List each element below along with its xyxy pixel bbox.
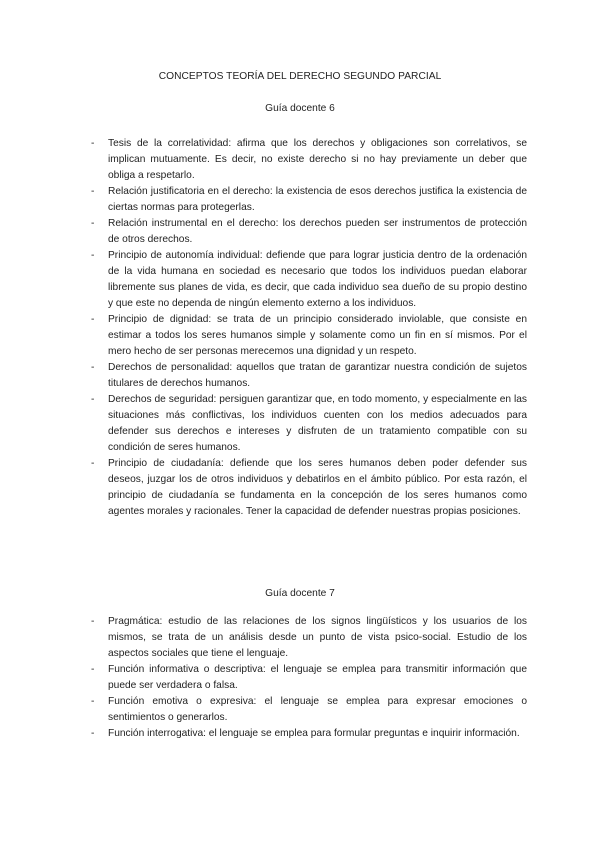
list-item [91, 248, 527, 312]
bullet-dash: - [91, 138, 95, 149]
bullet-dash: - [91, 696, 95, 707]
bullet-dash: - [91, 186, 95, 197]
list-item [91, 216, 527, 248]
bullet-dash: - [91, 458, 95, 469]
list-item-text: Principio de ciudadanía: defiende que los seres humanos deben poder defender sus deseos, juzgar los de otros individuos y debatirlos en el ámbito público. Por esta razón, el principio de ciudadanía se fundamenta en la concepción de los seres humanos como agentes morales y racionales. Tener la capacidad de defender nuestras propias posiciones. [108, 458, 527, 517]
bullet-dash: - [91, 314, 95, 325]
bullet-dash: - [91, 728, 95, 739]
list-item-text: Derechos de seguridad: persiguen garantizar que, en todo momento, y especialmente en las situaciones más conflictivas, los individuos cuenten con los medios adecuados para defender sus derechos e intereses y disfruten de un tratamiento compatible con su condición de seres humanos. [108, 394, 527, 453]
list-item [91, 614, 527, 662]
concept-list-guia-6 [91, 136, 527, 520]
bullet-dash: - [91, 218, 95, 229]
list-item-text: Función emotiva o expresiva: el lenguaje se emplea para expresar emociones o sentimientos o generarlos. [108, 696, 527, 723]
list-item [91, 392, 527, 456]
list-item [91, 726, 527, 742]
list-item-text: Relación instrumental en el derecho: los derechos pueden ser instrumentos de protección de otros derechos. [108, 218, 527, 245]
list-item-text: Función interrogativa: el lenguaje se emplea para formular preguntas e inquirir información. [108, 728, 520, 739]
list-item-text: Tesis de la correlatividad: afirma que los derechos y obligaciones son correlativos, se implican mutuamente. Es decir, no existe derecho si no hay previamente un deber que obliga a respetarlo. [108, 138, 527, 181]
list-item-text: Relación justificatoria en el derecho: la existencia de esos derechos justifica la existencia de ciertas normas para protegerlas. [108, 186, 527, 213]
bullet-dash: - [91, 394, 95, 405]
concept-list-guia-7 [91, 614, 527, 742]
bullet-dash: - [91, 664, 95, 675]
list-item-text: Derechos de personalidad: aquellos que tratan de garantizar nuestra condición de sujetos titulares de derechos humanos. [108, 362, 527, 389]
list-item [91, 184, 527, 216]
bullet-dash: - [91, 616, 95, 627]
bullet-dash: - [91, 250, 95, 261]
list-item-text: Función informativa o descriptiva: el lenguaje se emplea para transmitir información que puede ser verdadera o falsa. [108, 664, 527, 691]
list-item [91, 662, 527, 694]
list-item-text: Pragmática: estudio de las relaciones de los signos lingüísticos y los usuarios de los mismos, se trata de un análisis desde un punto de vista psico-social. Estudio de los aspectos sociales que tiene el lenguaje. [108, 616, 527, 659]
list-item [91, 456, 527, 520]
bullet-dash: - [91, 362, 95, 373]
list-item-text: Principio de dignidad: se trata de un principio considerado inviolable, que consiste en estimar a todos los seres humanos simple y solamente como un fin en sí mismos. Por el mero hecho de ser personas merecemos una dignidad y un respeto. [108, 314, 527, 357]
list-item [91, 136, 527, 184]
document-title: CONCEPTOS TEORÍA DEL DERECHO SEGUNDO PARCIAL [158, 71, 442, 82]
list-item [91, 360, 527, 392]
section-title-guia-6: Guía docente 6 [265, 103, 335, 114]
section-title-guia-7: Guía docente 7 [265, 588, 335, 599]
list-item [91, 694, 527, 726]
list-item-text: Principio de autonomía individual: defiende que para lograr justicia dentro de la ordenación de la vida humana en sociedad es necesario que todos los individuos puedan elaborar libremente sus planes de vida, es decir, que cada individuo sea dueño de su propio destino y que este no dependa de ningún elemento externo a los individuos. [108, 250, 527, 309]
list-item [91, 312, 527, 360]
